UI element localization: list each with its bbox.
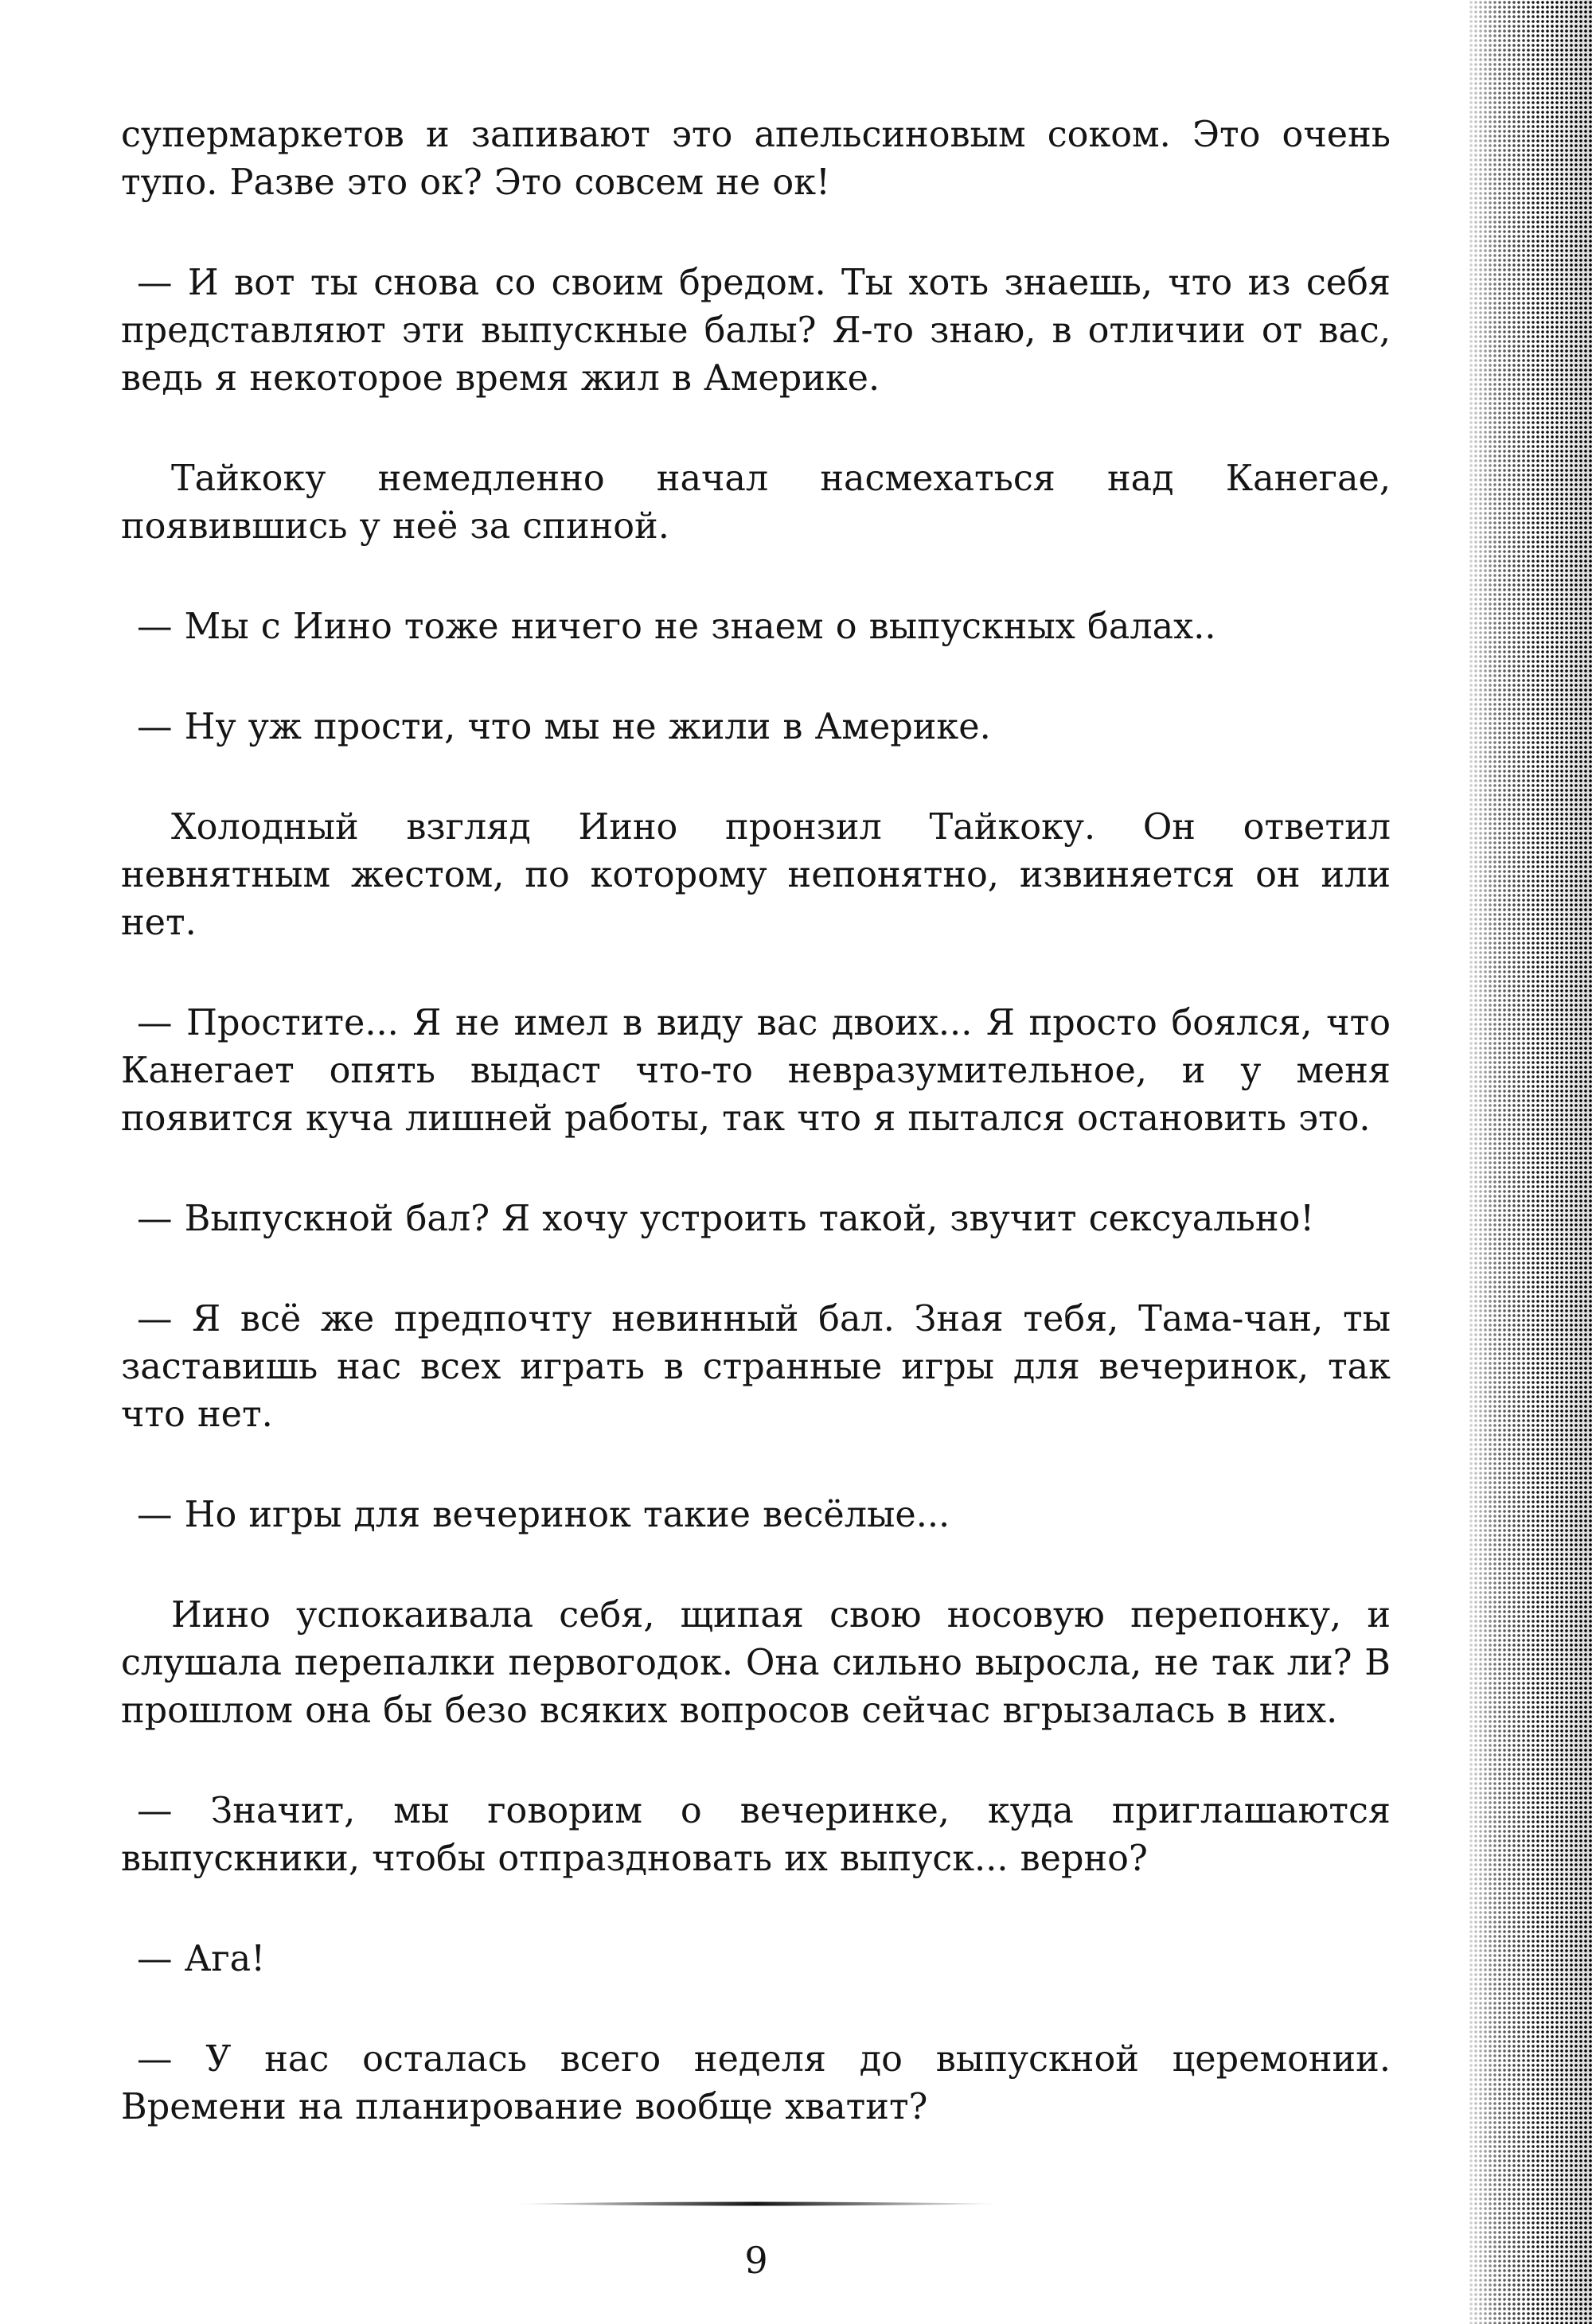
dialogue-line: — Но игры для вечеринок такие весёлые... — [137, 1495, 950, 1535]
dialogue-line: — У нас осталась всего неделя до выпускной церемонии. Времени на планирование вообще хватит? — [121, 2039, 1391, 2127]
dialogue-line: — Мы с Иино тоже ничего не знаем о выпускных балах.. — [137, 606, 1216, 647]
dialogue-line: — И вот ты снова со своим бредом. Ты хоть знаешь, что из себя представляют эти выпускные балы? Я-то знаю, в отличии от вас, ведь я некоторое время жил в Америке. — [121, 263, 1391, 399]
dialogue-line: — Я всё же предпочту невинный бал. Зная тебя, Тама-чан, ты заставишь нас всех играть в странные игры для вечеринок, так что нет. — [121, 1299, 1391, 1435]
dialogue-line: — Выпускной бал? Я хочу устроить такой, звучит сексуально! — [137, 1199, 1315, 1239]
dialogue-line: — Значит, мы говорим о вечеринке, куда приглашаются выпускники, чтобы отпраздновать их выпуск... верно? — [121, 1791, 1391, 1879]
page-number: 9 — [744, 2239, 768, 2282]
dialogue-line: — Простите... Я не имел в виду вас двоих... Я просто боялся, что Канегает опять выдаст что-то невразумительное, и у меня появится куча лишней работы, так что я пытался остановить это. — [121, 1003, 1391, 1139]
paragraph: Тайкоку немедленно начал насмехаться над Канегае, появившись у неё за спиной. — [121, 458, 1391, 547]
paragraph: Холодный взгляд Иино пронзил Тайкоку. Он ответил невнятным жестом, по которому непонятно, извиняется он или нет. — [121, 807, 1391, 943]
dialogue-line: — Ну уж прости, что мы не жили в Америке. — [137, 707, 991, 747]
body-text — [121, 111, 1391, 2131]
dialogue-line: — Ага! — [137, 1939, 266, 1979]
paragraph: супермаркетов и запивают это апельсиновым соком. Это очень тупо. Разве это ок? Это совсем не ок! — [121, 115, 1391, 203]
footer-separator — [509, 2201, 1003, 2207]
halftone-edge-decoration — [1469, 0, 1592, 2324]
paragraph: Иино успокаивала себя, щипая свою носовую перепонку, и слушала перепалки первогодок. Она сильно выросла, не так ли? В прошлом она бы безо всяких вопросов сейчас вгрызалась в них. — [121, 1595, 1391, 1731]
